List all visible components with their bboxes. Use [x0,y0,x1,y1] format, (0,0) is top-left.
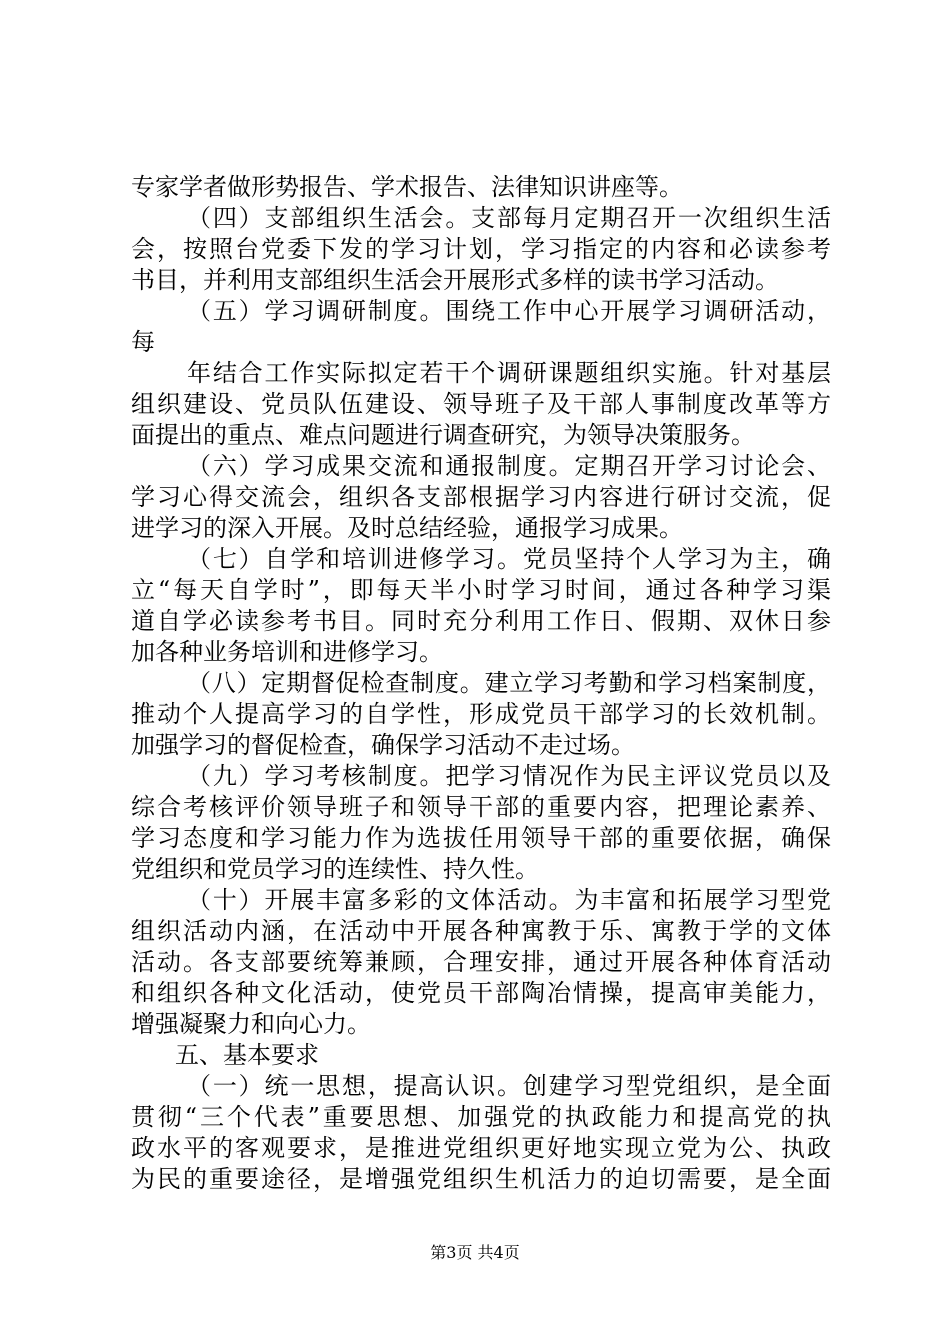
text-line: 加各种业务培训和进修学习。 [131,638,443,666]
document-body [131,172,831,1195]
text-line: 道自学必读参考书目。同时充分利用工作日、假期、双休日参 [131,607,831,635]
text-line: （五）学习调研制度。围绕工作中心开展学习调研活动， [187,297,831,325]
text-line: 学习心得交流会，组织各支部根据学习内容进行研讨交流，促 [131,483,831,511]
text-line: （十）开展丰富多彩的文体活动。为丰富和拓展学习型党 [187,886,831,914]
text-line: （一）统一思想，提高认识。创建学习型党组织，是全面 [187,1072,831,1100]
text-line: 政水平的客观要求，是推进党组织更好地实现立党为公、执政 [131,1134,831,1162]
text-line: 学习态度和学习能力作为选拔任用领导干部的重要依据，确保 [131,824,831,852]
text-line: 五、基本要求 [175,1041,319,1069]
page-footer [0,1243,950,1263]
text-line: 书目，并利用支部组织生活会开展形式多样的读书学习活动。 [131,266,779,294]
text-line: 加强学习的督促检查，确保学习活动不走过场。 [131,731,635,759]
text-line: 面提出的重点、难点问题进行调查研究，为领导决策服务。 [131,421,755,449]
text-line: （八）定期督促检查制度。建立学习考勤和学习档案制度， [187,669,831,697]
text-line: （六）学习成果交流和通报制度。定期召开学习讨论会、 [187,452,831,480]
text-line: 和组织各种文化活动，使党员干部陶冶情操，提高审美能力， [131,979,831,1007]
text-line: 每 [131,328,155,356]
text-line: 活动。各支部要统筹兼顾，合理安排，通过开展各种体育活动 [131,948,831,976]
text-line: 组织活动内涵，在活动中开展各种寓教于乐、寓教于学的文体 [131,917,831,945]
text-line: 推动个人提高学习的自学性，形成党员干部学习的长效机制。 [131,700,831,728]
text-line: 立“每天自学时”，即每天半小时学习时间，通过各种学习渠 [131,576,831,604]
text-line: 专家学者做形势报告、学术报告、法律知识讲座等。 [131,173,683,201]
text-line: 年结合工作实际拟定若干个调研课题组织实施。针对基层 [187,359,831,387]
page-number-label: 第3页 共4页 [430,1243,520,1262]
text-line: 增强凝聚力和向心力。 [131,1010,371,1038]
text-line: 综合考核评价领导班子和领导干部的重要内容，把理论素养、 [131,793,831,821]
text-line: 组织建设、党员队伍建设、领导班子及干部人事制度改革等方 [131,390,831,418]
text-line: （四）支部组织生活会。支部每月定期召开一次组织生活 [187,204,831,232]
text-line: 党组织和党员学习的连续性、持久性。 [131,855,539,883]
text-line: 为民的重要途径，是增强党组织生机活力的迫切需要，是全面 [131,1165,831,1193]
text-line: 进学习的深入开展。及时总结经验，通报学习成果。 [131,514,683,542]
text-line: 贯彻“三个代表”重要思想、加强党的执政能力和提高党的执 [131,1103,831,1131]
text-line: （七）自学和培训进修学习。党员坚持个人学习为主，确 [187,545,831,573]
text-line: （九）学习考核制度。把学习情况作为民主评议党员以及 [187,762,831,790]
text-line: 会，按照台党委下发的学习计划，学习指定的内容和必读参考 [131,235,831,263]
